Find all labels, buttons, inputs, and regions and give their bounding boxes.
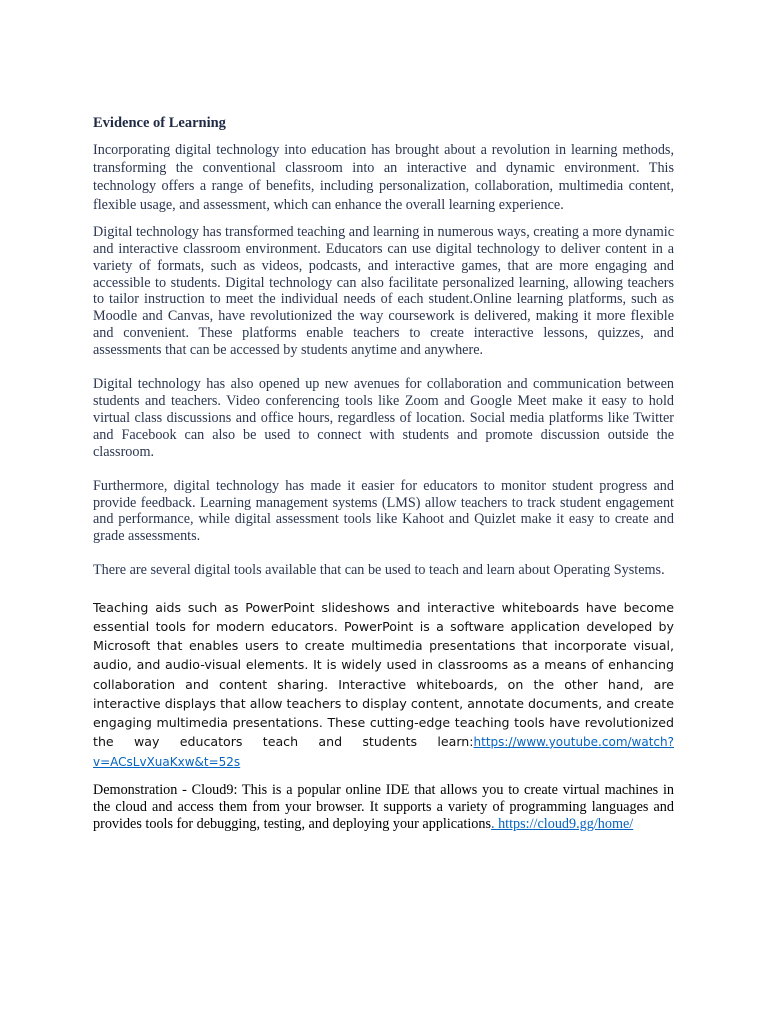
- document-heading: Evidence of Learning: [93, 115, 226, 131]
- paragraph-feedback: Furthermore, digital technology has made it easier for educators to monitor student progress and provide feedback. Learning management systems (LMS) allow teachers to track student engagement and performance, while digital assessment tools like Kahoot and Quizlet make it easy to create and grade assessments.: [93, 477, 674, 545]
- paragraph-transformation: Digital technology has transformed teaching and learning in numerous ways, creating a more dynamic and interactive classroom environment. Educators can use digital technology to deliver content in a variety of formats, such as videos, podcasts, and interactive games, that are more engaging and accessible to students. Digital technology can also facilitate personalized learning, allowing teachers to tailor instruction to meet the individual needs of each student.Online learning platforms, such as Moodle and Canvas, have revolutionized the way coursework is delivered, making it more flexible and convenient. These platforms enable teachers to create interactive lessons, quizzes, and assessments that can be accessed by students anytime and anywhere.: [93, 223, 674, 359]
- document-page: [93, 113, 674, 833]
- youtube-link[interactable]: https://www.youtube.com/watch?v=ACsLvXuaKxw&t=52s: [93, 734, 674, 769]
- paragraph-teaching-aids: [93, 598, 674, 772]
- paragraph-tools-intro: There are several digital tools available that can be used to teach and learn about Operating Systems.: [93, 562, 665, 579]
- paragraph-cloud9: [93, 782, 674, 833]
- teaching-aids-text: Teaching aids such as PowerPoint slideshows and interactive whiteboards have become essential tools for modern educators. PowerPoint is a software application developed by Microsoft that enables users to create multimedia presentations that incorporate visual, audio, and audio-visual elements. It is widely used in classrooms as a means of enhancing collaboration and content sharing. Interactive whiteboards, on the other hand, are interactive displays that allow teachers to display content, annotate documents, and create engaging multimedia presentations. These cutting-edge teaching tools have revolutionized the way educators teach and students learn:: [93, 600, 674, 749]
- cloud9-link[interactable]: . https://cloud9.gg/home/: [490, 815, 634, 832]
- paragraph-collaboration: Digital technology has also opened up new avenues for collaboration and communication between students and teachers. Video conferencing tools like Zoom and Google Meet make it easy to hold virtual class discussions and office hours, regardless of location. Social media platforms like Twitter and Facebook can also be used to connect with students and promote discussion outside the classroom.: [93, 376, 674, 460]
- paragraph-intro: Incorporating digital technology into education has brought about a revolution in learning methods, transforming the conventional classroom into an interactive and dynamic environment. This technology offers a range of benefits, including personalization, collaboration, multimedia content, flexible usage, and assessment, which can enhance the overall learning experience.: [93, 142, 674, 213]
- cloud9-text: Demonstration - Cloud9: This is a popular online IDE that allows you to create virtual machines in the cloud and access them from your browser. It supports a variety of programming languages and provides tools for debugging, testing, and deploying your applications: [93, 781, 674, 832]
